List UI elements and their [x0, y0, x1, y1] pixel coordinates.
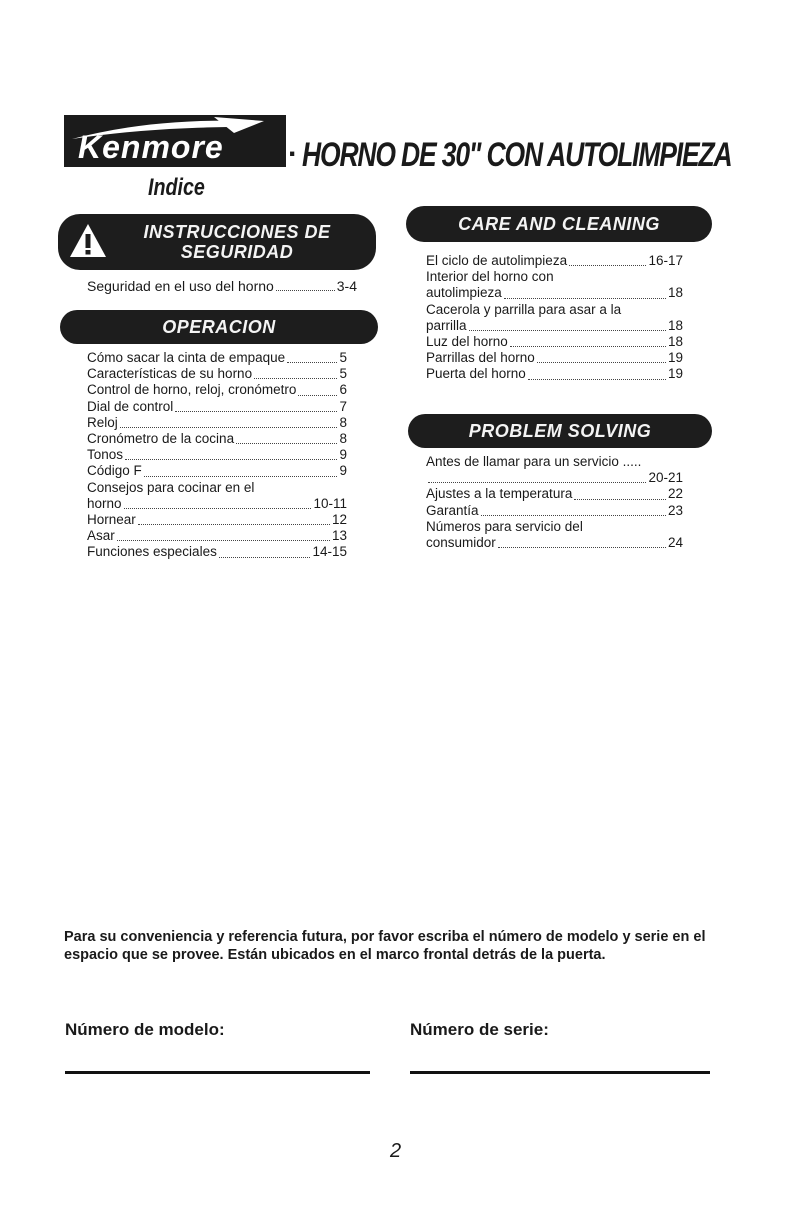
entry-label: Tonos	[87, 447, 124, 463]
index-entry	[87, 544, 347, 560]
entry-page: 5	[339, 350, 347, 365]
index-entry	[426, 486, 683, 502]
problem-heading: PROBLEM SOLVING	[408, 414, 712, 448]
entry-label: Parrillas del horno	[426, 350, 535, 366]
index-entry	[87, 399, 347, 415]
leader-dots	[219, 557, 311, 558]
model-number-line[interactable]	[65, 1071, 370, 1074]
entry-page: 22	[667, 486, 683, 502]
index-title: Indice	[148, 174, 205, 201]
entry-page: 23	[667, 502, 683, 518]
index-entry	[426, 535, 683, 551]
index-entry	[426, 366, 683, 382]
entry-page: 7	[339, 398, 347, 414]
leader-dots	[175, 411, 337, 412]
serial-number-note: Para su conveniencia y referencia futura, por favor escriba el número de modelo y serie en el espacio que se provee. Están ubicados en el marco frontal detrás de la puerta.	[64, 929, 706, 963]
index-entry	[87, 431, 347, 447]
safety-entries	[87, 278, 357, 294]
entry-page: 16-17	[648, 253, 683, 268]
leader-dots	[504, 298, 666, 299]
entry-label: Puerta del horno	[426, 366, 526, 382]
entry-page: 19	[667, 366, 683, 382]
entry-page: 8	[339, 431, 347, 447]
index-entry	[87, 512, 347, 528]
entry-label: Características de su horno	[87, 366, 253, 382]
safety-heading	[58, 214, 376, 270]
index-entry	[426, 285, 683, 301]
entry-page: 13	[331, 528, 347, 544]
entry-label: Asar	[87, 528, 115, 544]
entry-label: Ajustes a la temperatura	[426, 486, 573, 502]
leader-dots	[287, 362, 337, 363]
index-entry	[426, 470, 683, 486]
leader-dots	[528, 379, 666, 380]
care-entries	[426, 253, 683, 383]
entry-page: 19	[667, 350, 683, 366]
leader-dots	[537, 362, 666, 363]
entry-label: autolimpieza	[426, 285, 502, 301]
entry-page: 8	[339, 414, 347, 430]
entry-label: Números para servicio del	[426, 518, 583, 534]
leader-dots	[481, 515, 666, 516]
entry-label: horno	[87, 495, 122, 511]
leader-dots	[510, 346, 666, 347]
entry-label: consumidor	[426, 535, 496, 551]
index-entry	[426, 302, 683, 318]
entry-label: El ciclo de autolimpieza	[426, 253, 568, 268]
page-number: 2	[390, 1140, 402, 1162]
entry-page: 18	[667, 285, 683, 301]
index-entry	[426, 269, 683, 285]
index-entry	[87, 528, 347, 544]
index-entry	[87, 447, 347, 463]
leader-dots	[120, 427, 338, 428]
entry-page: 9	[339, 447, 347, 463]
entry-page: 20-21	[648, 470, 683, 486]
entry-page: 14-15	[312, 544, 347, 560]
entry-page: 5	[339, 366, 347, 382]
entry-label: Interior del horno con	[426, 269, 554, 285]
leader-dots	[236, 443, 337, 444]
entry-page: 9	[339, 463, 347, 479]
index-entry	[87, 366, 347, 382]
entry-page: 12	[331, 512, 347, 528]
index-entry	[87, 480, 347, 496]
entry-label: Reloj	[87, 414, 118, 430]
entry-page: 6	[339, 382, 347, 398]
serial-number-label: Número de serie:	[410, 1020, 549, 1039]
entry-label: Antes de llamar para un servicio .....	[426, 454, 642, 469]
index-entry	[426, 334, 683, 350]
entry-page: 10-11	[313, 495, 347, 511]
index-entry	[87, 350, 347, 366]
problem-entries	[426, 454, 683, 551]
warning-triangle-icon	[68, 221, 108, 261]
index-entry	[426, 503, 683, 519]
care-heading: CARE AND CLEANING	[406, 206, 712, 242]
model-number-label: Número de modelo:	[65, 1020, 225, 1039]
entry-label: parrilla	[426, 317, 467, 333]
operation-heading: OPERACION	[60, 310, 378, 344]
entry-label: Consejos para cocinar en el	[87, 479, 255, 495]
entry-page: 18	[667, 334, 683, 350]
brand-name: Kenmore	[78, 129, 224, 165]
leader-dots	[124, 508, 312, 509]
index-entry	[426, 519, 683, 535]
index-entry	[426, 318, 683, 334]
leader-dots	[498, 547, 666, 548]
index-entry: Seguridad en el uso del horno 3-4	[87, 278, 357, 294]
leader-dots	[469, 330, 666, 331]
brand-dot: .	[288, 130, 297, 163]
index-entry	[87, 496, 347, 512]
entry-label: Control de horno, reloj, cronómetro	[87, 382, 297, 398]
entry-label: Garantía	[426, 502, 479, 518]
index-entry	[426, 253, 683, 269]
serial-number-line[interactable]	[410, 1071, 710, 1074]
leader-dots	[254, 378, 337, 379]
entry-label: Luz del horno	[426, 334, 508, 350]
entry-label: Dial de control	[87, 398, 174, 414]
leader-dots	[138, 524, 330, 525]
index-entry	[426, 454, 683, 470]
index-entry	[87, 382, 347, 398]
entry-label: Funciones especiales	[87, 544, 217, 560]
entry-label: Cómo sacar la cinta de empaque	[87, 350, 286, 365]
entry-page: 24	[667, 535, 683, 551]
leader-dots	[298, 395, 337, 396]
leader-dots	[574, 499, 666, 500]
entry-label: Cronómetro de la cocina	[87, 431, 235, 447]
kenmore-logo	[64, 115, 286, 167]
index-entry	[426, 350, 683, 366]
index-entry	[87, 415, 347, 431]
leader-dots	[428, 482, 646, 483]
entry-label: Cacerola y parrilla para asar a la	[426, 301, 622, 317]
safety-heading-line1: INSTRUCCIONES DE	[143, 222, 331, 242]
entry-page: 18	[667, 317, 683, 333]
entry-label: Hornear	[87, 512, 136, 528]
leader-dots	[125, 459, 337, 460]
leader-dots	[144, 476, 338, 477]
operation-entries	[87, 350, 347, 561]
document-title: HORNO DE 30" CON AUTOLIMPIEZA	[302, 136, 732, 174]
leader-dots	[117, 540, 330, 541]
safety-heading-line2: SEGURIDAD	[180, 242, 294, 262]
entry-label: Código F	[87, 463, 142, 479]
leader-dots	[569, 265, 646, 266]
index-entry	[87, 463, 347, 479]
